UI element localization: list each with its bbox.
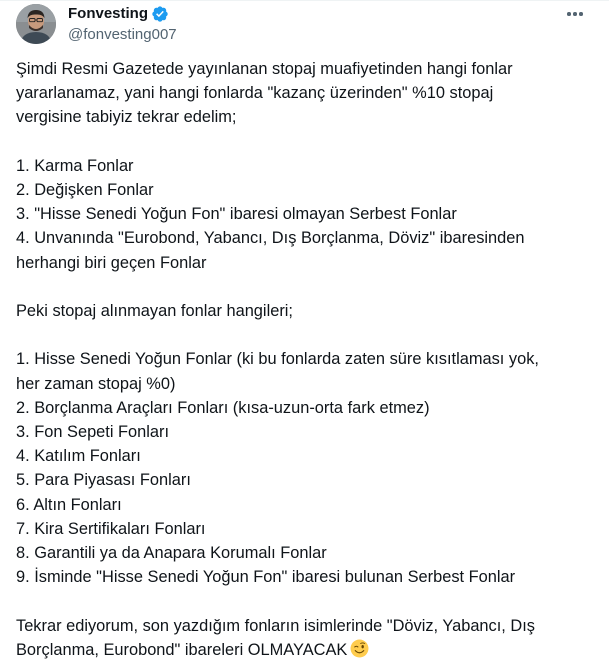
closing-paragraph	[16, 614, 593, 662]
author-names	[68, 4, 177, 45]
text-line: vergisine tabiyiz tekrar edelim;	[16, 108, 237, 127]
list-item: 2. Değişken Fonlar	[16, 181, 154, 199]
list-item: 3. "Hisse Senedi Yoğun Fon" ibaresi olmayan Serbest Fonlar	[16, 205, 457, 224]
author-display-name[interactable]: Fonvesting	[68, 5, 149, 22]
text-line-with-emoji	[16, 638, 593, 662]
list-item: 1. Hisse Senedi Yoğun Fonlar (ki bu fonlarda zaten süre kısıtlaması yok,	[16, 350, 539, 369]
avatar-photo-icon	[16, 4, 56, 44]
tweet-text	[16, 57, 593, 662]
verified-badge-icon	[151, 5, 169, 23]
text-line: Tekrar ediyorum, son yazdığım fonların isimlerinde "Döviz, Yabancı, Dış	[16, 616, 535, 635]
list-item: 7. Kira Sertifikaları Fonları	[16, 519, 206, 538]
list-item: 9. İsminde "Hisse Senedi Yoğun Fon" ibaresi bulunan Serbest Fonlar	[16, 568, 516, 587]
top-divider	[0, 0, 609, 1]
display-name-row	[68, 4, 177, 24]
list-item: herhangi biri geçen Fonlar	[16, 253, 207, 272]
tweet-header	[16, 4, 593, 48]
more-options-button[interactable]	[561, 4, 589, 24]
list-item: 1. Karma Fonlar	[16, 156, 134, 175]
closing-text: Borçlanma, Eurobond" ibareleri OLMAYACAK	[16, 640, 348, 659]
exempt-funds-list	[16, 347, 593, 589]
list-item: 3. Fon Sepeti Fonları	[16, 423, 170, 441]
more-horizontal-icon	[567, 12, 571, 16]
paragraph-gap	[16, 275, 593, 299]
list-item: 6. Altın Fonları	[16, 495, 122, 514]
question-paragraph	[16, 299, 593, 323]
paragraph-gap	[16, 589, 593, 613]
intro-paragraph	[16, 57, 593, 130]
avatar[interactable]	[16, 4, 56, 44]
list-item: 8. Garantili ya da Anapara Korumalı Fonlar	[16, 544, 327, 563]
paragraph-gap	[16, 323, 593, 347]
list-item: 4. Unvanında "Eurobond, Yabancı, Dış Borçlanma, Döviz" ibaresinden	[16, 229, 525, 248]
more-dot	[579, 12, 583, 16]
list-item: her zaman stopaj %0)	[16, 374, 176, 393]
list-item: 5. Para Piyasası Fonları	[16, 471, 191, 490]
author-handle[interactable]: @fonvesting007	[68, 26, 177, 43]
text-line: yararlanamaz, yani hangi fonlarda "kazanç üzerinden" %10 stopaj	[16, 84, 494, 103]
text-line: Peki stopaj alınmayan fonlar hangileri;	[16, 302, 293, 320]
winking-face-emoji-icon	[350, 639, 369, 658]
paragraph-gap	[16, 130, 593, 154]
list-item: 4. Katılım Fonları	[16, 447, 141, 466]
list-item: 2. Borçlanma Araçları Fonları (kısa-uzun-orta fark etmez)	[16, 398, 430, 417]
taxed-funds-list	[16, 154, 593, 275]
text-line: Şimdi Resmi Gazetede yayınlanan stopaj muafiyetinden hangi fonlar	[16, 60, 513, 78]
more-dot	[573, 12, 577, 16]
